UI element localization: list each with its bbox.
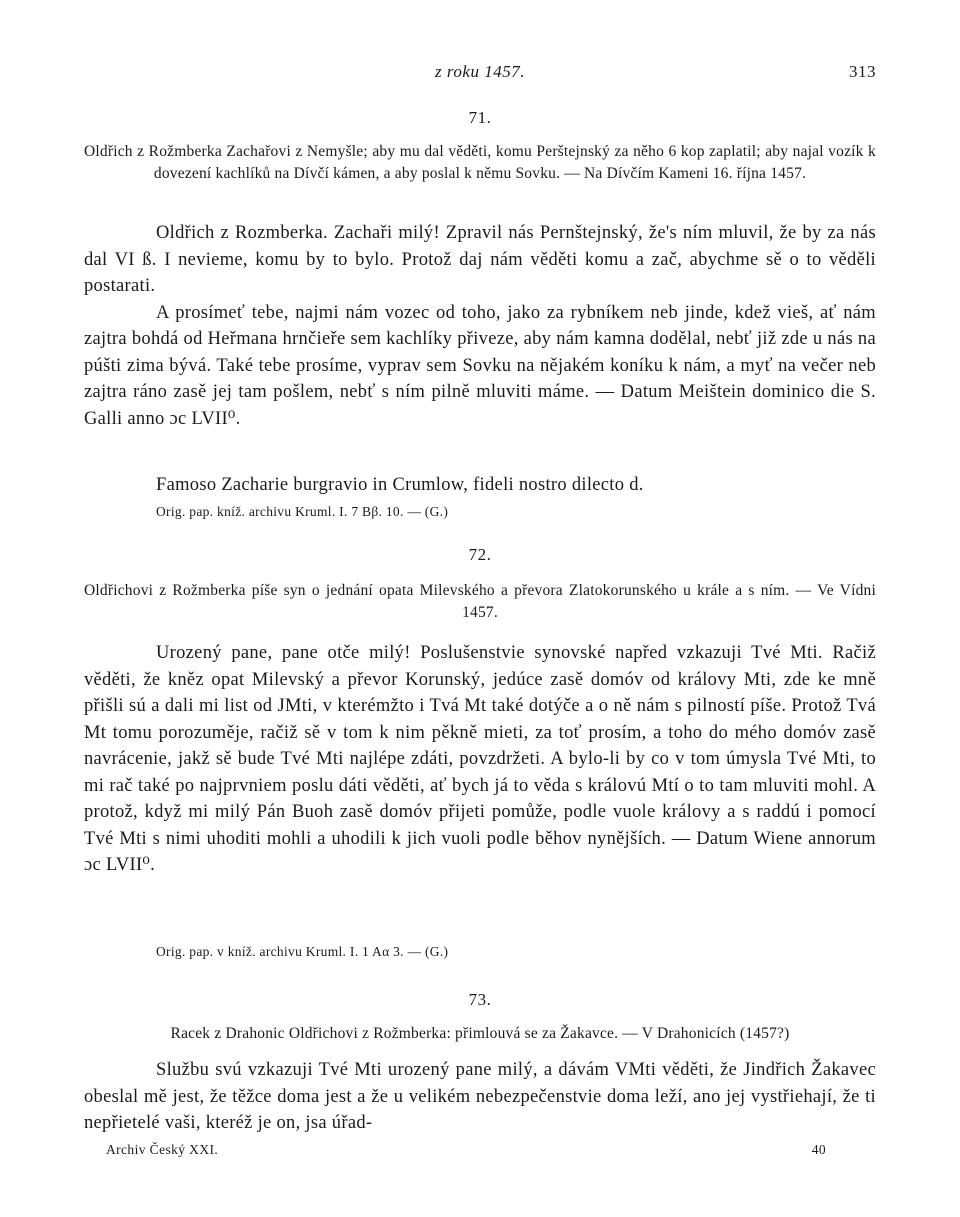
document-73-number xyxy=(84,990,876,1010)
body-paragraph: Službu svú vzkazuji Tvé Mti urozený pane milý, a dávám VMti věděti, že Jindřich Žakavec obeslal mě jest, že těžce doma jest a že u velikém nebezpečenstvie doma leží, ano jej vystřiehají, že ti nepřietelé vaši, kteréž je on, jsa úřad- xyxy=(84,1060,876,1133)
source-note: Orig. pap. v kníž. archivu Kruml. I. 1 Aα 3. — (G.) xyxy=(156,944,449,959)
document-71-address-block xyxy=(84,472,876,498)
footer-signature: Archiv Český XXI. xyxy=(106,1142,219,1157)
page-footer xyxy=(106,1142,826,1162)
body-paragraph: Oldřich z Rozmberka. Zachaři milý! Zpravil nás Pernštejnský, že's ním mluvil, že by za nás dal VI ß. I nevieme, komu by to bylo. Protož daj nám věděti komu a zač, abychme sě o to věděli postarati. xyxy=(84,223,876,296)
document-71-summary-block xyxy=(84,141,876,185)
letter-address: Famoso Zacharie burgravio in Crumlow, fideli nostro dilecto d. xyxy=(156,475,644,495)
source-note: Orig. pap. kníž. archivu Kruml. I. 7 Bβ. 10. — (G.) xyxy=(156,504,449,519)
document-71-source-block xyxy=(84,502,876,522)
document-72-body xyxy=(84,640,876,879)
document-72-number xyxy=(84,545,876,565)
document-summary: Racek z Drahonic Oldřichovi z Rožmberka: přimlouvá se za Žakavce. — V Drahonicích (1457?) xyxy=(170,1025,790,1042)
document-72-source-block xyxy=(84,942,876,962)
document-73-body xyxy=(84,1057,876,1137)
footer-sheet-number: 40 xyxy=(811,1142,826,1157)
document-71-body xyxy=(84,220,876,432)
page-header xyxy=(84,62,876,86)
document-number: 71. xyxy=(468,108,492,127)
document-73-summary-block xyxy=(84,1023,876,1045)
body-paragraph: Urozený pane, pane otče milý! Poslušenstvie synovské napřed vzkazuji Tvé Mti. Račiž věděti, že kněz opat Milevský a převor Korunský, jedúce zasě domóv od královy Mti, zde ke mně přišli sú a dali mi list od JMti, v kterémžto i Tvá Mt také dotýče a o ně nám s pilností píše. Protož Tvá Mt tomu porozuměje, račiž sě v tom k nim pěkně mieti, za toť prosím, a toho do mého domóv zasě navrácenie, jakž sě bude Tvé Mti najlépe zdáti, povzdržeti. A bylo-li by co v tom úmysla Tvé Mti, to mi rač také po najprvniem poslu dáti věděti, ať bych já to věda s královú Mtí o to tam mluviti mohl. A protož, když mi milý Pán Buoh zasě domóv přijeti pomůže, podle vuole královy a s raddú i pomocí Tvé Mti s nimi uhoditi mohli a uhodili k jich vuoli podle běhov nynějších. — Datum Wiene annorum ɔc LVII⁰. xyxy=(84,643,876,875)
document-summary: Oldřichovi z Rožmberka píše syn o jednání opata Milevského a převora Zlatokorunského u krále a s ním. — Ve Vídni 1457. xyxy=(84,582,876,621)
page-number: 313 xyxy=(849,62,876,81)
body-paragraph: A prosímeť tebe, najmi nám vozec od toho, jako za rybníkem neb jinde, kdež vieš, ať nám zajtra bohdá od Heřmana hrnčieře sem kachlíky přiveze, aby nám kamna dodělal, nebť již zde u nás na púšti zima bývá. Také tebe prosíme, vyprav sem Sovku na nějakém koníku k nám, a myť na večer neb zajtra ráno zasě jej tam pošlem, nebť s ním pilně mluviti máme. — Datum Meištein dominico die S. Galli anno ɔc LVII⁰. xyxy=(84,302,876,429)
running-title: z roku 1457. xyxy=(435,62,525,81)
document-72-summary-block xyxy=(84,580,876,624)
document-71-number xyxy=(84,108,876,128)
document-number: 72. xyxy=(468,545,492,564)
document-number: 73. xyxy=(468,990,492,1009)
document-summary: Oldřich z Rožmberka Zachařovi z Nemyšle; aby mu dal věděti, komu Perštejnský za něho 6 kop zaplatil; aby najal vozík k dovezení kachlíků na Dívčí kámen, a aby poslal k němu Sovku. — Na Dívčím Kameni 16. října 1457. xyxy=(84,143,876,182)
